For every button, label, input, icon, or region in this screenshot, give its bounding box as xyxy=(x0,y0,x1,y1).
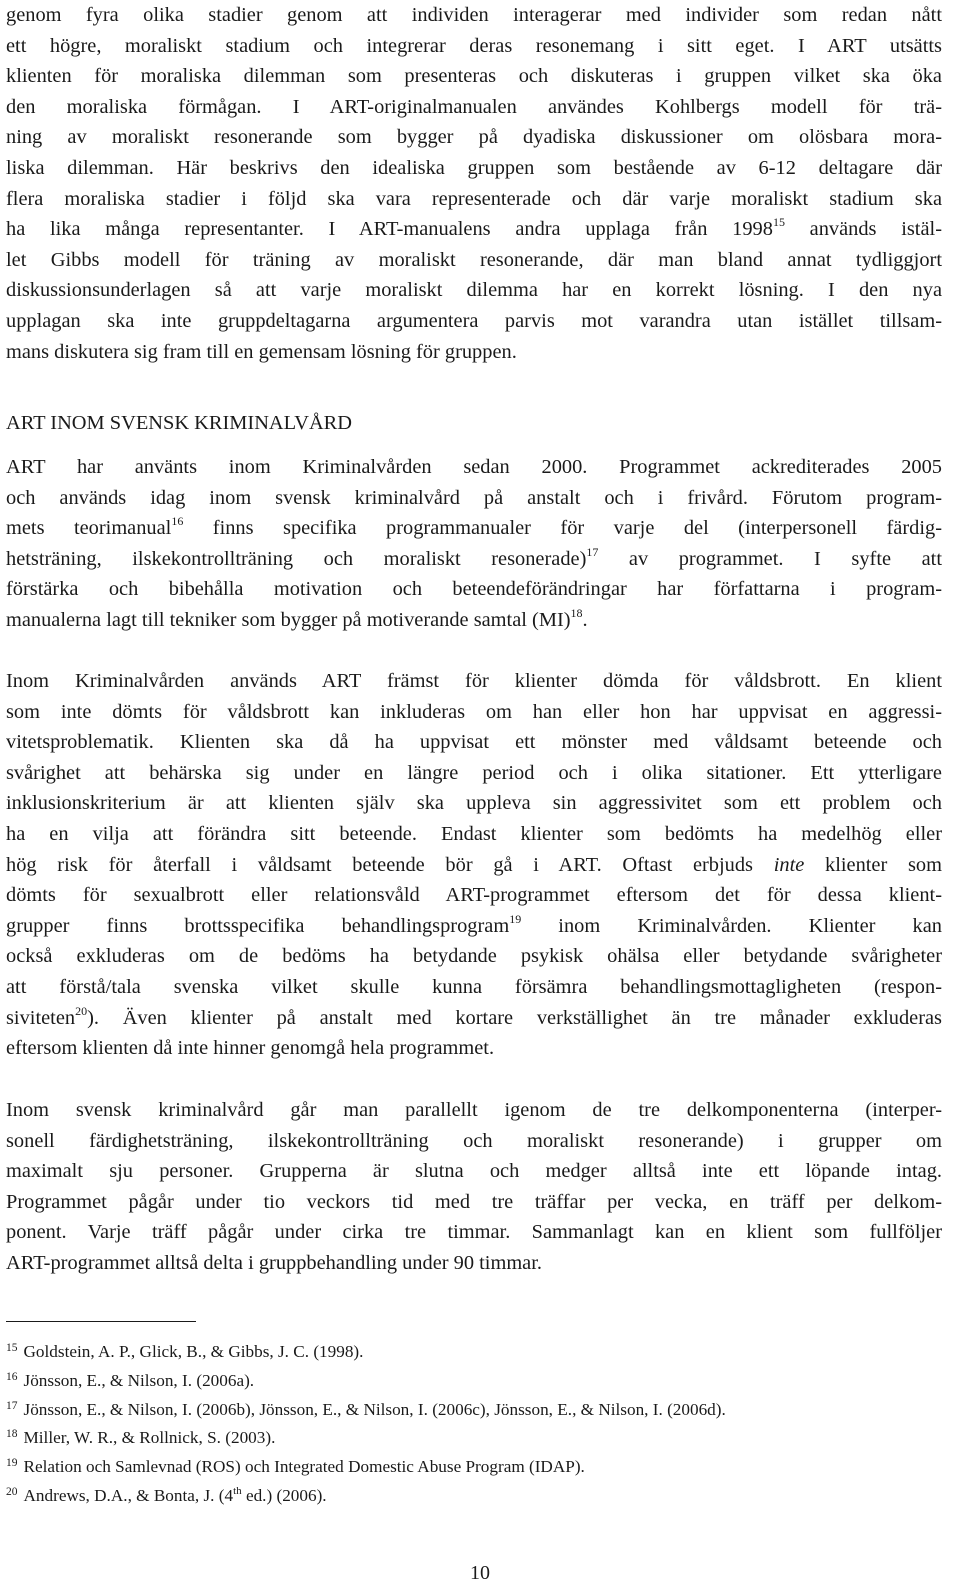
footnotes xyxy=(6,1336,946,1509)
text-segment: grupper finns brottsspecifika behandlingsprogram xyxy=(6,914,510,937)
text-line xyxy=(6,214,942,245)
paragraph-target-group xyxy=(6,666,942,1064)
text-segment: . xyxy=(582,608,588,631)
footnote xyxy=(6,1451,946,1480)
text-line: genom fyra olika stadier genom att individen interagerar med individer som redan nått xyxy=(6,4,942,26)
text-line: sonell färdighetsträning, ilskekontrollträning och moraliskt resonerande) i grupper om xyxy=(6,1129,942,1152)
text-segment: hög risk för återfall i våldsamt beteende bör gå i ART. Oftast erbjuds xyxy=(6,853,774,876)
text-line: ART har använts inom Kriminalvården sedan 2000. Programmet ackrediterades 2005 xyxy=(6,456,942,478)
text-line: liska dilemman. Här beskrivs den idealiska gruppen som bestående av 6-12 deltagare där xyxy=(6,156,942,179)
footnote xyxy=(6,1365,946,1394)
text-line: ett högre, moraliskt stadium och integrerar deras resonemang i sitt eget. I ART utsätts xyxy=(6,34,942,57)
text-line: upplagan ska inte gruppdeltagarna argumentera parvis mot varandra utan istället tillsam- xyxy=(6,309,942,332)
footnote-text: Andrews, D.A., & Bonta, J. (4 xyxy=(23,1485,234,1505)
text-segment: av programmet. I syfte att xyxy=(598,547,942,570)
text-line: Inom Kriminalvården används ART främst för klienter dömda för våldsbrott. En klient xyxy=(6,670,942,692)
text-line xyxy=(6,605,942,636)
text-line: svårighet att behärska sig under en längre period och i olika sitationer. Ett ytterligare xyxy=(6,761,942,784)
text-segment: klienter som xyxy=(804,853,942,876)
text-line xyxy=(6,1003,942,1034)
footnote-superscript: th xyxy=(233,1484,242,1497)
text-line: mans diskutera sig fram till en gemensam lösning för gruppen. xyxy=(6,340,517,363)
text-segment: siviteten xyxy=(6,1006,76,1029)
footnote-number: 20 xyxy=(6,1485,18,1498)
footnote-number: 15 xyxy=(6,1342,18,1354)
text-line: att förstå/tala svenska vilket skulle kunna försämra behandlingsmottagligheten (respon- xyxy=(6,975,942,998)
text-line: vitetsproblematik. Klienten ska då ha uppvisat ett mönster med våldsamt beteende och xyxy=(6,731,942,754)
footnote-text: Goldstein, A. P., Glick, B., & Gibbs, J. C. (1998). xyxy=(23,1342,364,1361)
text-line: ning av moraliskt resonerande som bygger på dyadiska diskussioner om olösbara mora- xyxy=(6,126,942,149)
footnote xyxy=(6,1394,946,1423)
page-number: 10 xyxy=(470,1562,490,1584)
text-line: dömts för sexualbrott eller relationsvåld ART-programmet eftersom det för dessa klient- xyxy=(6,884,942,907)
text-line xyxy=(6,544,942,575)
text-segment: inom Kriminalvården. Klienter kan xyxy=(521,914,942,937)
text-line: klienten för moraliska dilemman som presenteras och diskuteras i gruppen vilket ska öka xyxy=(6,65,942,88)
footnote-ref: 20 xyxy=(75,1003,88,1018)
text-line: och används idag inom svensk kriminalvård på anstalt och i frivård. Förutom program- xyxy=(6,486,942,509)
text-line: förstärka och bibehålla motivation och beteendeförändringar har författarna i program- xyxy=(6,578,942,601)
footnote-text: Jönsson, E., & Nilson, I. (2006b), Jönsson, E., & Nilson, I. (2006c), Jönsson, E., & Nilson, I. (2006d). xyxy=(23,1399,726,1419)
text-segment: ). Även klienter på anstalt med kortare verkställighet än tre månader exkluderas xyxy=(87,1006,942,1029)
emphasis-text: inte xyxy=(773,853,805,876)
text-line xyxy=(6,911,942,942)
text-segment: mets teorimanual xyxy=(6,517,172,540)
footnote xyxy=(6,1422,946,1451)
footnote-ref: 16 xyxy=(171,514,184,529)
text-line: Programmet pågår under tio veckors tid med tre träffar per vecka, en träff per delkom- xyxy=(6,1190,942,1213)
footnote-number: 17 xyxy=(6,1399,18,1412)
text-segment: finns specifika programmanualer för varje del (interpersonell färdig- xyxy=(183,517,942,540)
text-line: ha en vilja att förändra sitt beteende. Endast klienter som bedömts ha medelhög eller xyxy=(6,822,942,845)
section-heading: ART INOM SVENSK KRIMINALVÅRD xyxy=(6,412,353,434)
paragraph-art-in-kriminalvarden xyxy=(6,452,942,636)
footnote-divider xyxy=(6,1321,196,1322)
text-line xyxy=(6,513,942,544)
text-segment: hetsträning, ilskekontrollträning och moraliskt resonerade) xyxy=(6,547,587,570)
text-line xyxy=(6,850,942,881)
text-line: eftersom klienten då inte hinner genomgå hela programmet. xyxy=(6,1037,495,1060)
footnote xyxy=(6,1336,946,1365)
text-line: ART-programmet alltså delta i gruppbehandling under 90 timmar. xyxy=(6,1251,542,1274)
footnote-number: 18 xyxy=(6,1428,18,1441)
footnote-number: 16 xyxy=(6,1370,18,1383)
footnote-ref: 15 xyxy=(772,215,785,230)
footnote-text: Relation och Samlevnad (ROS) och Integrated Domestic Abuse Program (IDAP). xyxy=(23,1457,585,1477)
text-line: flera moraliska stadier i följd ska vara representerade och där varje moraliskt stadium ska xyxy=(6,187,942,210)
footnote-text: Jönsson, E., & Nilson, I. (2006a). xyxy=(23,1370,255,1390)
text-segment: manualerna lagt till tekniker som bygger på motiverande samtal (MI) xyxy=(6,608,571,631)
text-line: den moraliska förmågan. I ART-originalmanualen användes Kohlbergs modell för trä- xyxy=(6,95,942,118)
paragraph-group-format xyxy=(6,1095,942,1279)
text-line: också exkluderas om de bedöms ha betydande psykisk ohälsa eller betydande svårigheter xyxy=(6,945,942,968)
text-line: ponent. Varje träff pågår under cirka tre timmar. Sammanlagt kan en klient som fullföljer xyxy=(6,1221,942,1244)
text-segment: ha lika många representanter. I ART-manualens andra upplaga från 1998 xyxy=(6,218,773,241)
footnote-ref: 18 xyxy=(570,605,583,620)
text-line: diskussionsunderlagen så att varje moraliskt dilemma har en korrekt lösning. I den nya xyxy=(6,279,942,302)
footnote-ref: 19 xyxy=(509,911,522,926)
footnote-text: Miller, W. R., & Rollnick, S. (2003). xyxy=(23,1428,276,1448)
text-line: maximalt sju personer. Grupperna är slutna och medger alltså inte ett löpande intag. xyxy=(6,1160,942,1183)
text-segment: används istäl- xyxy=(784,218,942,241)
footnote-number: 19 xyxy=(6,1457,18,1470)
text-line: Inom svensk kriminalvård går man parallellt igenom de tre delkomponenterna (interper- xyxy=(6,1099,942,1121)
footnote-ref: 17 xyxy=(586,544,599,559)
text-line: som inte dömts för våldsbrott kan inkluderas om han eller hon har uppvisat en aggressi- xyxy=(6,700,942,723)
text-line: inklusionskriterium är att klienten själv ska uppleva sin aggressivitet som ett problem och xyxy=(6,792,942,815)
paragraph-moral-reasoning xyxy=(6,0,942,367)
text-line: let Gibbs modell för träning av moraliskt resonerande, där man bland annat tydliggjort xyxy=(6,248,942,271)
footnote xyxy=(6,1480,946,1509)
footnote-text: ed.) (2006). xyxy=(241,1485,327,1505)
